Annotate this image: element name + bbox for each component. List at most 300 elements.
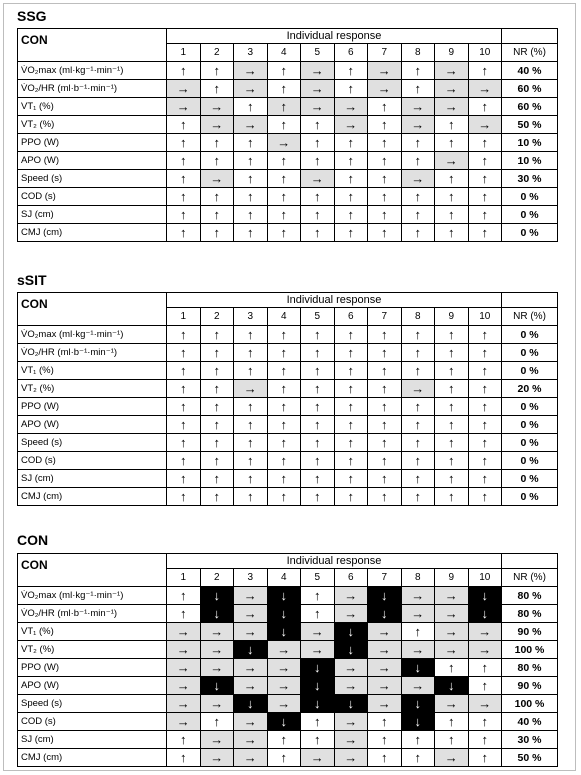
response-arrow: → xyxy=(267,134,301,152)
response-arrow: ↑ xyxy=(267,80,301,98)
nr-value: 0 % xyxy=(502,452,558,470)
nr-value: 0 % xyxy=(502,488,558,506)
nr-value: 100 % xyxy=(502,695,558,713)
nr-value: 40 % xyxy=(502,713,558,731)
response-arrow: ↑ xyxy=(368,134,402,152)
section-title: CON xyxy=(17,532,49,548)
response-table xyxy=(17,28,558,242)
response-arrow: ↑ xyxy=(468,362,502,380)
response-arrow: ↑ xyxy=(435,206,469,224)
participant-number: 7 xyxy=(368,569,402,587)
response-table xyxy=(17,553,558,767)
response-arrow: ↑ xyxy=(435,224,469,242)
response-arrow: ↑ xyxy=(267,362,301,380)
response-arrow: → xyxy=(267,695,301,713)
response-arrow: ↑ xyxy=(468,380,502,398)
response-arrow: ↑ xyxy=(368,362,402,380)
response-arrow: → xyxy=(435,641,469,659)
table-row xyxy=(18,623,558,641)
response-arrow: ↑ xyxy=(435,362,469,380)
response-arrow: ↑ xyxy=(468,224,502,242)
response-arrow: ↑ xyxy=(301,152,335,170)
response-arrow: ↑ xyxy=(167,224,201,242)
participant-number: 9 xyxy=(435,569,469,587)
table-row xyxy=(18,152,558,170)
table-row xyxy=(18,416,558,434)
response-arrow: ↑ xyxy=(234,170,268,188)
response-arrow: → xyxy=(401,116,435,134)
response-arrow: ↑ xyxy=(200,152,234,170)
response-arrow: ↑ xyxy=(368,344,402,362)
response-arrow: ↑ xyxy=(468,713,502,731)
nr-value: 90 % xyxy=(502,677,558,695)
response-arrow: → xyxy=(368,62,402,80)
response-arrow: ↑ xyxy=(334,470,368,488)
response-arrow: ↑ xyxy=(301,134,335,152)
variable-label: COD (s) xyxy=(18,713,167,731)
response-arrow: ↑ xyxy=(401,206,435,224)
response-arrow: ↑ xyxy=(234,344,268,362)
response-arrow: ↑ xyxy=(368,731,402,749)
table-row xyxy=(18,731,558,749)
response-arrow: ↑ xyxy=(368,416,402,434)
response-arrow: ↑ xyxy=(334,206,368,224)
table-row xyxy=(18,170,558,188)
nr-value: 60 % xyxy=(502,98,558,116)
response-arrow: ↑ xyxy=(435,713,469,731)
response-arrow: ↑ xyxy=(368,380,402,398)
response-arrow: ↓ xyxy=(401,659,435,677)
nr-value: 80 % xyxy=(502,605,558,623)
response-arrow: ↑ xyxy=(167,362,201,380)
response-arrow: → xyxy=(435,587,469,605)
response-arrow: ↑ xyxy=(267,62,301,80)
response-arrow: ↑ xyxy=(267,98,301,116)
response-arrow: ↑ xyxy=(267,398,301,416)
variable-label: PPO (W) xyxy=(18,659,167,677)
variable-label: SJ (cm) xyxy=(18,470,167,488)
response-arrow: → xyxy=(368,659,402,677)
nr-value: 40 % xyxy=(502,62,558,80)
nr-value: 80 % xyxy=(502,659,558,677)
participant-number: 10 xyxy=(468,308,502,326)
participant-number: 5 xyxy=(301,569,335,587)
response-arrow: ↑ xyxy=(234,224,268,242)
table-row xyxy=(18,434,558,452)
variable-label: VT₁ (%) xyxy=(18,623,167,641)
response-arrow: ↑ xyxy=(267,206,301,224)
response-arrow: ↑ xyxy=(234,134,268,152)
response-arrow: ↑ xyxy=(301,434,335,452)
response-arrow: ↑ xyxy=(334,326,368,344)
participant-number: 6 xyxy=(334,44,368,62)
response-arrow: ↑ xyxy=(267,224,301,242)
participant-number: 4 xyxy=(267,308,301,326)
participant-number: 3 xyxy=(234,569,268,587)
variable-label: Speed (s) xyxy=(18,170,167,188)
response-arrow: ↑ xyxy=(368,434,402,452)
participant-number: 7 xyxy=(368,308,402,326)
individual-response-header: Individual response xyxy=(167,554,502,569)
response-arrow: ↓ xyxy=(334,641,368,659)
response-arrow: ↑ xyxy=(234,470,268,488)
response-arrow: → xyxy=(334,98,368,116)
response-arrow: ↓ xyxy=(401,695,435,713)
response-arrow: ↑ xyxy=(200,380,234,398)
participant-number: 9 xyxy=(435,44,469,62)
response-arrow: ↑ xyxy=(200,80,234,98)
response-arrow: ↑ xyxy=(200,362,234,380)
response-arrow: ↑ xyxy=(368,326,402,344)
response-arrow: → xyxy=(234,659,268,677)
nr-value: 0 % xyxy=(502,398,558,416)
response-arrow: ↑ xyxy=(334,62,368,80)
participant-number: 1 xyxy=(167,569,201,587)
response-arrow: ↑ xyxy=(468,170,502,188)
response-arrow: ↓ xyxy=(200,677,234,695)
response-arrow: ↑ xyxy=(167,206,201,224)
response-arrow: → xyxy=(267,641,301,659)
response-arrow: ↑ xyxy=(200,224,234,242)
response-arrow: ↑ xyxy=(301,206,335,224)
response-arrow: ↑ xyxy=(200,206,234,224)
response-arrow: ↑ xyxy=(401,344,435,362)
response-arrow: ↑ xyxy=(401,62,435,80)
response-arrow: → xyxy=(234,713,268,731)
response-arrow: ↑ xyxy=(368,470,402,488)
variable-label: VT₂ (%) xyxy=(18,380,167,398)
response-arrow: ↑ xyxy=(368,206,402,224)
response-arrow: ↑ xyxy=(267,326,301,344)
response-arrow: ↑ xyxy=(435,434,469,452)
response-arrow: → xyxy=(200,623,234,641)
response-arrow: → xyxy=(200,659,234,677)
response-arrow: ↑ xyxy=(468,398,502,416)
response-arrow: → xyxy=(234,62,268,80)
response-arrow: ↑ xyxy=(334,398,368,416)
response-arrow: → xyxy=(301,749,335,767)
response-arrow: ↑ xyxy=(468,62,502,80)
response-arrow: ↑ xyxy=(468,452,502,470)
nr-value: 20 % xyxy=(502,380,558,398)
response-arrow: → xyxy=(334,605,368,623)
response-arrow: ↑ xyxy=(301,116,335,134)
response-arrow: → xyxy=(468,116,502,134)
response-arrow: ↑ xyxy=(167,605,201,623)
response-arrow: ↑ xyxy=(234,398,268,416)
response-arrow: ↓ xyxy=(368,587,402,605)
response-arrow: → xyxy=(200,749,234,767)
response-arrow: ↑ xyxy=(301,326,335,344)
response-arrow: ↑ xyxy=(167,488,201,506)
response-arrow: ↑ xyxy=(468,749,502,767)
table-row xyxy=(18,605,558,623)
response-arrow: ↑ xyxy=(435,416,469,434)
response-arrow: → xyxy=(368,677,402,695)
nr-value: 90 % xyxy=(502,623,558,641)
response-arrow: ↑ xyxy=(334,488,368,506)
variable-label: Speed (s) xyxy=(18,695,167,713)
response-arrow: ↑ xyxy=(200,434,234,452)
nr-value: 30 % xyxy=(502,731,558,749)
response-arrow: → xyxy=(334,659,368,677)
response-arrow: ↑ xyxy=(200,713,234,731)
response-arrow: → xyxy=(200,116,234,134)
response-arrow: ↑ xyxy=(368,98,402,116)
response-arrow: ↑ xyxy=(167,326,201,344)
response-arrow: → xyxy=(234,677,268,695)
response-arrow: ↑ xyxy=(267,488,301,506)
response-arrow: ↑ xyxy=(267,344,301,362)
response-arrow: → xyxy=(468,641,502,659)
response-arrow: ↑ xyxy=(334,362,368,380)
response-arrow: ↑ xyxy=(334,416,368,434)
participant-number: 5 xyxy=(301,308,335,326)
nr-header-blank xyxy=(502,554,558,569)
variable-label: CMJ (cm) xyxy=(18,224,167,242)
table-row xyxy=(18,749,558,767)
response-arrow: ↑ xyxy=(200,398,234,416)
response-arrow: ↑ xyxy=(167,62,201,80)
response-arrow: → xyxy=(401,170,435,188)
response-arrow: → xyxy=(234,749,268,767)
response-arrow: ↑ xyxy=(200,326,234,344)
response-arrow: → xyxy=(435,749,469,767)
nr-value: 50 % xyxy=(502,116,558,134)
response-arrow: ↓ xyxy=(267,713,301,731)
response-arrow: ↑ xyxy=(401,623,435,641)
response-arrow: → xyxy=(435,695,469,713)
response-arrow: ↑ xyxy=(234,416,268,434)
participant-number: 1 xyxy=(167,308,201,326)
response-arrow: ↑ xyxy=(301,362,335,380)
response-arrow: ↑ xyxy=(301,452,335,470)
response-arrow: ↓ xyxy=(334,695,368,713)
table-row xyxy=(18,80,558,98)
response-arrow: ↑ xyxy=(267,116,301,134)
table-row xyxy=(18,713,558,731)
response-arrow: ↑ xyxy=(401,488,435,506)
response-arrow: ↑ xyxy=(368,170,402,188)
response-arrow: ↑ xyxy=(468,416,502,434)
response-arrow: ↑ xyxy=(234,98,268,116)
response-arrow: ↑ xyxy=(267,188,301,206)
response-arrow: → xyxy=(468,80,502,98)
nr-value: 0 % xyxy=(502,362,558,380)
table-row xyxy=(18,470,558,488)
response-arrow: ↑ xyxy=(200,134,234,152)
response-arrow: → xyxy=(334,731,368,749)
nr-value: 0 % xyxy=(502,206,558,224)
response-arrow: ↑ xyxy=(234,434,268,452)
table-row xyxy=(18,452,558,470)
response-arrow: ↑ xyxy=(301,380,335,398)
variable-label: VT₂ (%) xyxy=(18,116,167,134)
response-arrow: → xyxy=(435,62,469,80)
table-row xyxy=(18,206,558,224)
response-arrow: ↑ xyxy=(167,134,201,152)
response-arrow: ↑ xyxy=(401,731,435,749)
group-label: CON xyxy=(18,293,167,326)
table-row xyxy=(18,380,558,398)
table-row xyxy=(18,188,558,206)
response-arrow: ↑ xyxy=(435,380,469,398)
response-arrow: ↑ xyxy=(301,713,335,731)
table-row xyxy=(18,587,558,605)
response-arrow: ↑ xyxy=(401,416,435,434)
response-arrow: → xyxy=(301,170,335,188)
response-arrow: ↑ xyxy=(401,452,435,470)
nr-value: 60 % xyxy=(502,80,558,98)
response-arrow: ↓ xyxy=(200,587,234,605)
response-arrow: ↑ xyxy=(334,134,368,152)
response-arrow: ↑ xyxy=(167,749,201,767)
response-arrow: ↑ xyxy=(401,434,435,452)
response-arrow: ↑ xyxy=(200,188,234,206)
response-arrow: ↑ xyxy=(267,749,301,767)
variable-label: V̇O₂/HR (ml·b⁻¹·min⁻¹) xyxy=(18,605,167,623)
section-title: sSIT xyxy=(17,272,47,288)
response-arrow: → xyxy=(167,80,201,98)
response-arrow: ↑ xyxy=(267,170,301,188)
response-arrow: → xyxy=(234,731,268,749)
response-arrow: → xyxy=(301,623,335,641)
response-arrow: → xyxy=(401,587,435,605)
participant-number: 5 xyxy=(301,44,335,62)
response-arrow: ↑ xyxy=(200,344,234,362)
response-arrow: ↑ xyxy=(401,749,435,767)
participant-number: 3 xyxy=(234,44,268,62)
response-arrow: ↑ xyxy=(468,470,502,488)
response-arrow: ↑ xyxy=(368,713,402,731)
header-row xyxy=(18,293,558,308)
response-table xyxy=(17,292,558,506)
response-arrow: → xyxy=(234,80,268,98)
variable-label: COD (s) xyxy=(18,188,167,206)
response-arrow: ↑ xyxy=(435,170,469,188)
participant-number: 6 xyxy=(334,569,368,587)
response-arrow: → xyxy=(200,731,234,749)
response-arrow: ↑ xyxy=(468,152,502,170)
response-arrow: ↑ xyxy=(334,434,368,452)
response-arrow: ↑ xyxy=(368,224,402,242)
response-arrow: ↑ xyxy=(267,152,301,170)
response-arrow: ↑ xyxy=(368,488,402,506)
participant-number: 2 xyxy=(200,308,234,326)
variable-label: VT₁ (%) xyxy=(18,362,167,380)
response-arrow: ↑ xyxy=(267,380,301,398)
response-arrow: ↑ xyxy=(167,116,201,134)
response-arrow: ↑ xyxy=(301,398,335,416)
response-arrow: ↑ xyxy=(234,362,268,380)
response-arrow: → xyxy=(301,98,335,116)
variable-label: V̇O₂max (ml·kg⁻¹·min⁻¹) xyxy=(18,587,167,605)
response-arrow: ↑ xyxy=(301,224,335,242)
participant-number: 2 xyxy=(200,569,234,587)
response-arrow: → xyxy=(167,659,201,677)
response-arrow: ↑ xyxy=(301,416,335,434)
nr-value: 0 % xyxy=(502,434,558,452)
response-arrow: ↑ xyxy=(435,488,469,506)
response-arrow: → xyxy=(200,98,234,116)
response-arrow: → xyxy=(435,605,469,623)
response-arrow: ↑ xyxy=(468,344,502,362)
response-arrow: ↑ xyxy=(267,434,301,452)
response-arrow: ↑ xyxy=(167,380,201,398)
participant-number: 10 xyxy=(468,569,502,587)
nr-value: 50 % xyxy=(502,749,558,767)
participant-number: 8 xyxy=(401,44,435,62)
response-arrow: ↑ xyxy=(234,152,268,170)
response-arrow: ↑ xyxy=(301,731,335,749)
response-arrow: → xyxy=(435,623,469,641)
variable-label: Speed (s) xyxy=(18,434,167,452)
response-arrow: ↑ xyxy=(267,416,301,434)
response-arrow: ↑ xyxy=(267,452,301,470)
variable-label: COD (s) xyxy=(18,452,167,470)
response-arrow: ↑ xyxy=(167,188,201,206)
response-arrow: → xyxy=(167,713,201,731)
response-arrow: ↑ xyxy=(468,98,502,116)
table-row xyxy=(18,344,558,362)
response-arrow: ↑ xyxy=(200,416,234,434)
variable-label: PPO (W) xyxy=(18,134,167,152)
variable-label: SJ (cm) xyxy=(18,206,167,224)
nr-header: NR (%) xyxy=(502,569,558,587)
variable-label: CMJ (cm) xyxy=(18,749,167,767)
variable-label: VT₁ (%) xyxy=(18,98,167,116)
response-arrow: → xyxy=(167,677,201,695)
response-arrow: ↑ xyxy=(200,470,234,488)
participant-number: 6 xyxy=(334,308,368,326)
response-arrow: → xyxy=(435,80,469,98)
header-row xyxy=(18,29,558,44)
variable-label: SJ (cm) xyxy=(18,731,167,749)
group-label: CON xyxy=(18,29,167,62)
response-arrow: → xyxy=(334,749,368,767)
response-arrow: ↓ xyxy=(468,605,502,623)
table-row xyxy=(18,641,558,659)
response-arrow: → xyxy=(401,380,435,398)
response-arrow: ↑ xyxy=(200,452,234,470)
table-row xyxy=(18,134,558,152)
response-arrow: ↑ xyxy=(334,452,368,470)
response-arrow: ↓ xyxy=(301,695,335,713)
response-arrow: ↑ xyxy=(435,188,469,206)
response-arrow: ↑ xyxy=(435,659,469,677)
response-arrow: ↑ xyxy=(468,326,502,344)
table-row xyxy=(18,677,558,695)
response-arrow: ↓ xyxy=(267,605,301,623)
participant-number: 7 xyxy=(368,44,402,62)
response-arrow: ↑ xyxy=(401,80,435,98)
response-arrow: → xyxy=(334,713,368,731)
response-arrow: → xyxy=(234,380,268,398)
nr-value: 0 % xyxy=(502,326,558,344)
response-arrow: → xyxy=(267,659,301,677)
response-arrow: ↑ xyxy=(368,116,402,134)
response-arrow: → xyxy=(234,623,268,641)
nr-header: NR (%) xyxy=(502,308,558,326)
response-arrow: ↑ xyxy=(267,731,301,749)
response-arrow: ↑ xyxy=(334,152,368,170)
response-arrow: → xyxy=(167,623,201,641)
variable-label: V̇O₂/HR (ml·b⁻¹·min⁻¹) xyxy=(18,344,167,362)
response-arrow: ↓ xyxy=(267,623,301,641)
table-row xyxy=(18,326,558,344)
response-arrow: ↑ xyxy=(435,470,469,488)
response-arrow: ↑ xyxy=(301,488,335,506)
